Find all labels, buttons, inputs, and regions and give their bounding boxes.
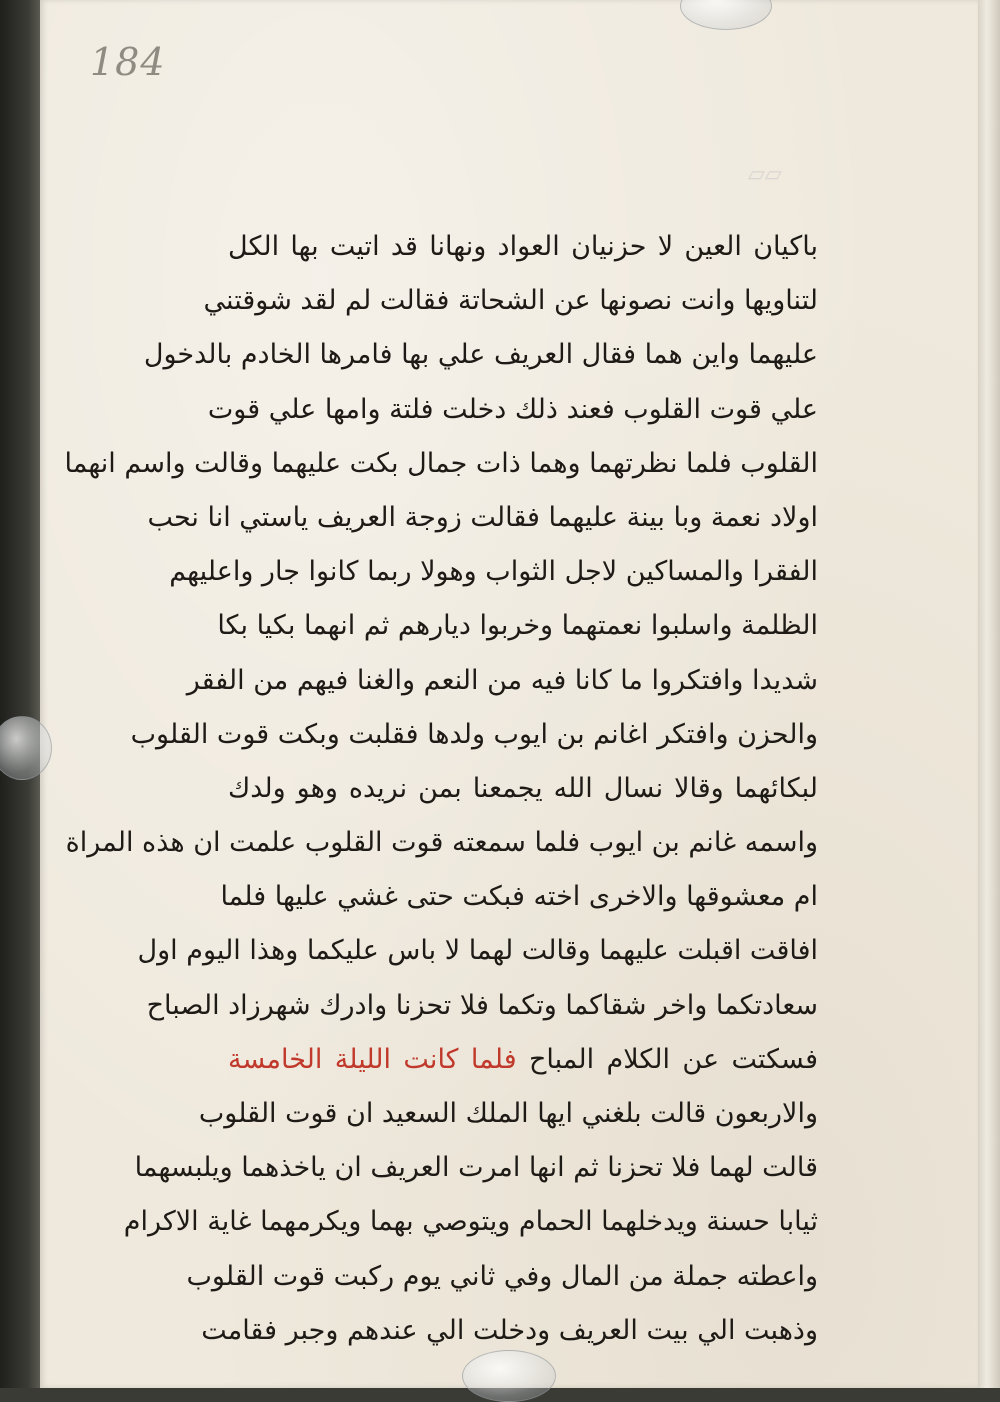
text-line: اولاد نعمة وبا بينة عليهما فقالت زوجة العريف ياستي انا نحب [147, 501, 818, 533]
text-line: عليهما واين هما فقال العريف علي بها فامرها الخادم بالدخول [143, 339, 818, 371]
text-line: وذهبت الي بيت العريف ودخلت الي عندهم وجبر فقامت [201, 1314, 818, 1346]
text-line: ثيابا حسنة ويدخلهما الحمام ويتوصي بهما ويكرمهما غاية الاكرام [123, 1206, 818, 1238]
text-line: والحزن وافتكر اغانم بن ايوب ولدها فقلبت وبكت قوت القلوب [130, 718, 818, 750]
text-line: قالت لهما فلا تحزنا ثم انها امرت العريف ان ياخذهما ويلبسهما [134, 1152, 818, 1184]
folio-number: 184 [90, 40, 166, 84]
text-line: والاربعون قالت بلغني ايها الملك السعيد ان قوت القلوب [198, 1098, 818, 1129]
text-line: سعادتكما واخر شقاكما وتكما فلا تحزنا وادرك شهرزاد الصباح [146, 989, 818, 1021]
text-line: الفقرا والمساكين لاجل الثواب وهولا ربما كانوا جار واعليهم [169, 556, 818, 588]
text-line: لبكائهما وقالا نسال الله يجمعنا بمن نريده وهو ولدك [228, 772, 818, 804]
text-line-with-rubric: فسكتت عن الكلام المباح فلما كانت الليلة الخامسة [228, 1043, 819, 1075]
text-line: واسمه غانم بن ايوب فلما سمعته قوت القلوب علمت ان هذه المراة [65, 827, 818, 859]
text-line: الظلمة واسلبوا نعمتهما وخربوا ديارهم ثم انهما بكيا بكا [217, 610, 818, 642]
manuscript-text [64, 220, 819, 1358]
text-line: باكيان العين لا حزنيان العواد ونهانا قد اتيت بها الكل [228, 231, 818, 262]
text-line: واعطته جملة من المال وفي ثاني يوم ركبت قوت القلوب [186, 1260, 818, 1292]
binding-edge [0, 0, 40, 1388]
text-line: افاقت اقبلت عليهما وقالت لهما لا باس عليكما وهذا اليوم اول [137, 935, 818, 967]
next-page-edge [978, 0, 1000, 1388]
text-line: القلوب فلما نظرتهما وهما ذات جمال بكت عليهما وقالت واسم انهما [64, 447, 818, 479]
text-line: ام معشوقها والاخرى اخته فبكت حتى غشي عليها فلما [220, 881, 818, 913]
text-line: لتناويها وانت نصونها عن الشحاتة فقالت لم لقد شوقتني [203, 285, 818, 317]
text-line: شديدا وافتكروا ما كانا فيه من النعم والغنا فيهم من الفقر [186, 664, 818, 696]
text-line: علي قوت القلوب فعند ذلك دخلت فلتة وامها علي قوت [207, 393, 818, 425]
faint-stamp-icon: ▱▱ [748, 162, 782, 187]
rubric-heading: فلما كانت الليلة الخامسة [228, 1043, 517, 1075]
